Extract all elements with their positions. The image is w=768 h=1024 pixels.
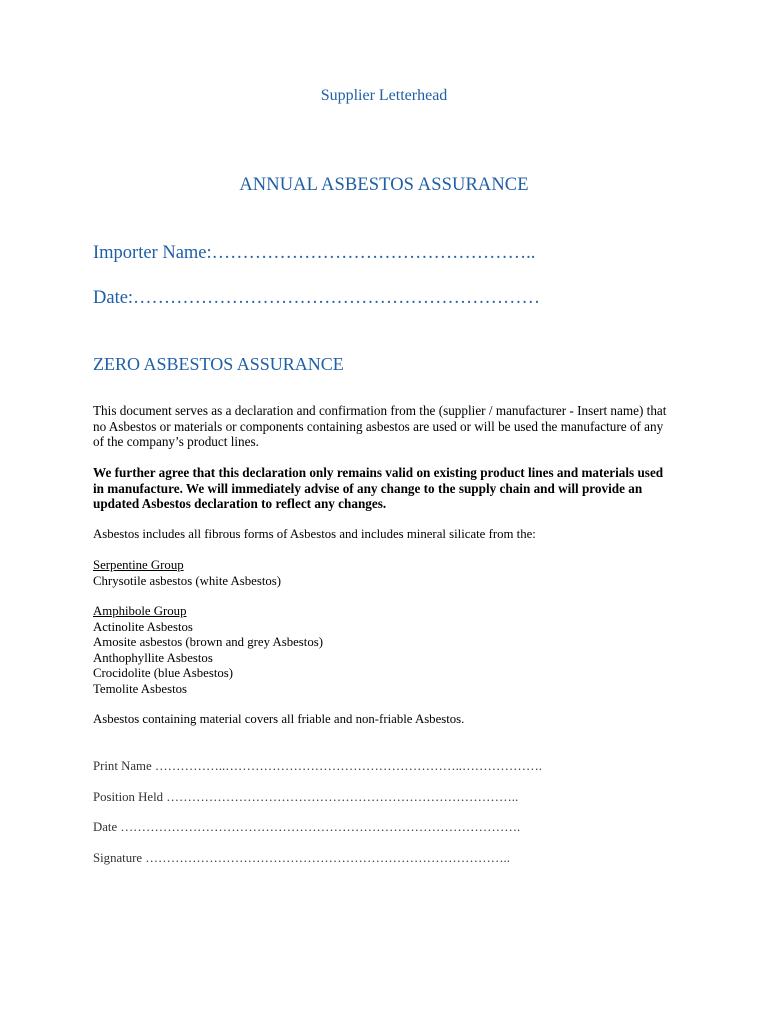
list-item: Amosite asbestos (brown and grey Asbestos) (93, 635, 323, 649)
agreement-paragraph: We further agree that this declaration only remains valid on existing product lines and materials used in manufacture. We will immediately advise of any change to the supply chain and will provide an updated Asbestos declaration to reflect any changes. (93, 465, 664, 511)
declaration-paragraph: This document serves as a declaration and confirmation from the (supplier / manufacturer - Insert name) that no Asbestos or materials or components containing asbestos are used or will be used the manufacture of any of the company’s product lines. (93, 403, 667, 449)
list-item: Chrysotile asbestos (white Asbestos) (93, 573, 282, 588)
sign-date-field: Date …………………………………………………………………………………. (93, 820, 521, 834)
section-heading: ZERO ASBESTOS ASSURANCE (93, 354, 344, 374)
date-field: Date:………………………………………………………… (93, 288, 541, 308)
print-name-field: Print Name ……………..………………………………………………..………………. (93, 759, 542, 773)
importer-name-field: Importer Name:…………………………………………….. (93, 243, 536, 263)
serpentine-group (93, 558, 281, 589)
list-item: Actinolite Asbestos (93, 619, 193, 634)
signature-field: Signature ………………………………………………………………………….. (93, 851, 510, 865)
list-item: Crocidolite (blue Asbestos) (93, 666, 234, 680)
includes-paragraph: Asbestos includes all fibrous forms of Asbestos and includes mineral silicate from the: (93, 527, 536, 541)
amphibole-group (93, 604, 323, 697)
serpentine-group-title: Serpentine Group (93, 558, 184, 572)
document-title: ANNUAL ASBESTOS ASSURANCE (239, 175, 529, 195)
list-item: Anthophyllite Asbestos (93, 650, 213, 665)
covers-paragraph: Asbestos containing material covers all friable and non-friable Asbestos. (93, 712, 465, 726)
position-held-field: Position Held ……………………………………………………………………….. (93, 790, 519, 804)
supplier-letterhead: Supplier Letterhead (320, 87, 448, 104)
list-item: Temolite Asbestos (93, 681, 188, 696)
amphibole-group-title: Amphibole Group (93, 604, 187, 618)
